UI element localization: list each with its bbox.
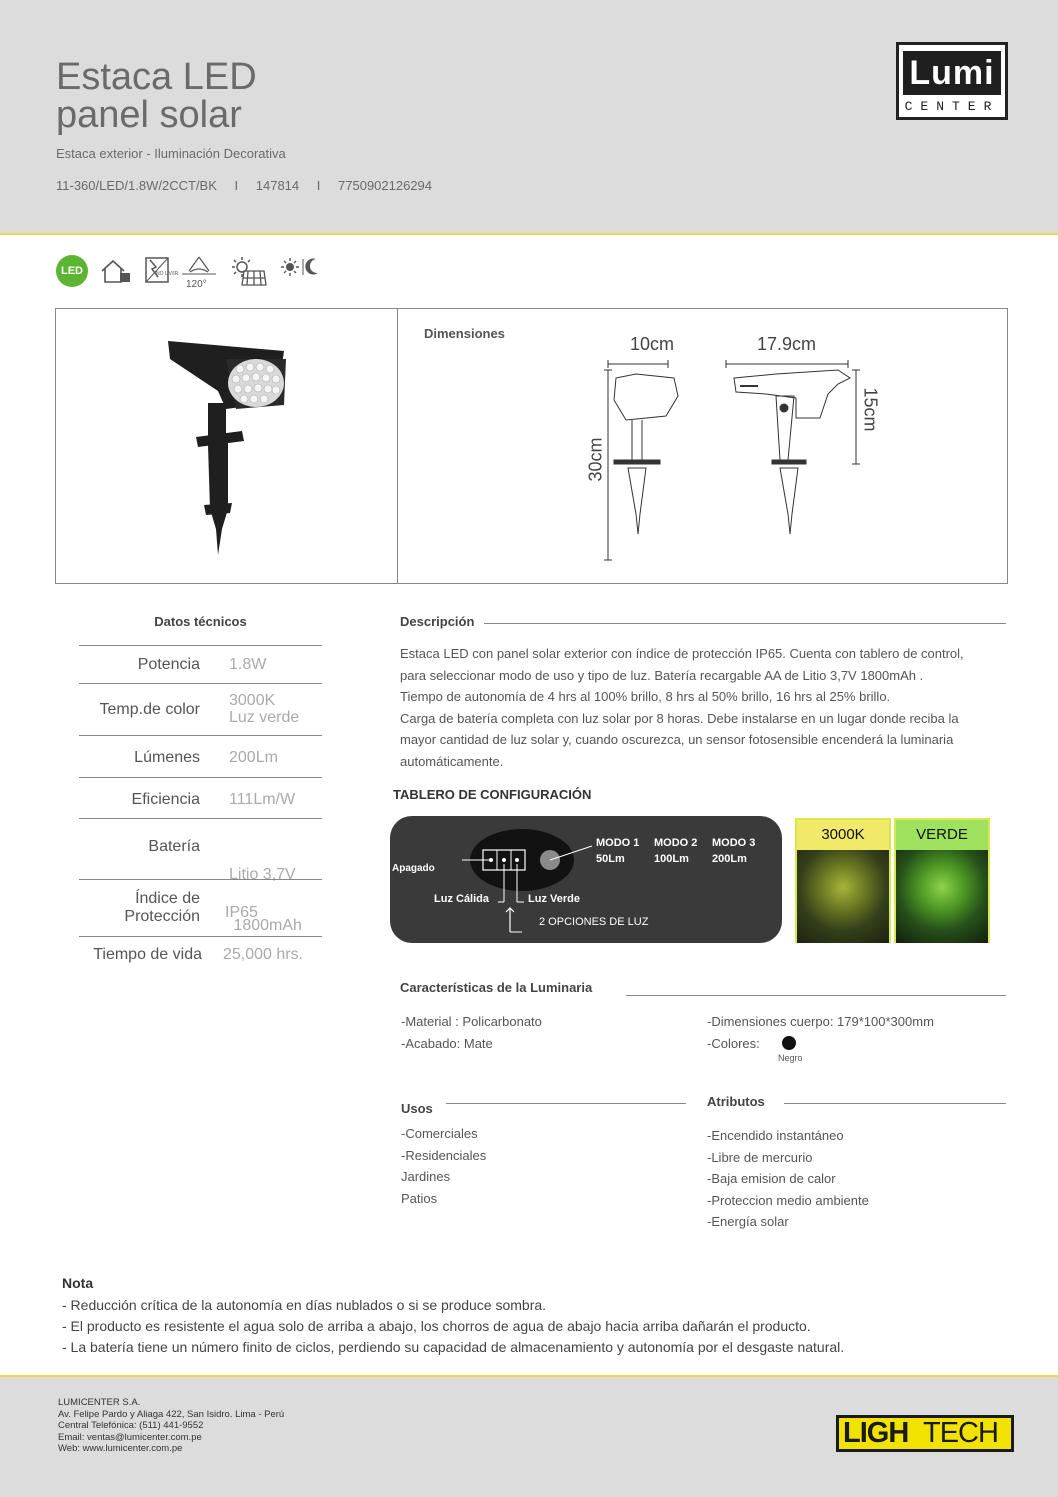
table-row bbox=[79, 645, 322, 683]
tech-key: Lúmenes bbox=[134, 749, 200, 766]
dim-height-total: 30cm bbox=[585, 437, 606, 482]
note-item: - El producto es resistente el agua solo de arriba a abajo, los chorros de agua de abajo hacia arriba dañarán el producto. bbox=[62, 1318, 811, 1334]
dim-width-front: 10cm bbox=[630, 334, 675, 354]
product-photo bbox=[156, 329, 296, 559]
led-icon: LED bbox=[56, 255, 88, 287]
note-list bbox=[62, 1295, 844, 1358]
tech-value: IP65 bbox=[225, 904, 258, 921]
dimension-drawing bbox=[576, 334, 886, 579]
product-code: 11-360/LED/1.8W/2CCT/BK bbox=[56, 178, 217, 193]
uses-title: Usos bbox=[401, 1101, 433, 1116]
garden-photo bbox=[896, 850, 988, 943]
product-title bbox=[56, 58, 257, 134]
tech-key: Temp.de color bbox=[99, 701, 200, 718]
table-row bbox=[79, 936, 322, 972]
no-uv-ir-text: NO UV/IR bbox=[156, 271, 179, 277]
note-item: - La batería tiene un número finito de ciclos, perdiendo su capacidad de almacenamiento y autonomía por el desgaste natural. bbox=[62, 1339, 845, 1355]
garden-photo bbox=[797, 850, 889, 943]
mode-2 bbox=[654, 835, 697, 867]
tech-value: 1.8W bbox=[229, 656, 267, 673]
list-item: -Proteccion medio ambiente bbox=[707, 1192, 869, 1208]
list-item: -Baja emision de calor bbox=[707, 1171, 836, 1186]
tech-key: Eficiencia bbox=[131, 791, 200, 808]
mode-name: MODO 3 bbox=[712, 837, 756, 849]
note-item: - Reducción crítica de la autonomía en días nublados o si se produce sombra. bbox=[62, 1297, 547, 1313]
description-line: Estaca LED con panel solar exterior con índice de protección IP65. Cuenta con tablero de control, bbox=[400, 646, 964, 661]
feature-colors: -Colores: bbox=[707, 1035, 760, 1051]
list-item: -Residenciales bbox=[401, 1147, 487, 1163]
tech-key-line: Índice de bbox=[135, 890, 200, 907]
brand-bold-text: LIGH bbox=[843, 1417, 909, 1449]
dimensions-title: Dimensiones bbox=[424, 326, 505, 341]
tech-value: 25,000 hrs. bbox=[223, 946, 304, 963]
list-item: -Libre de mercurio bbox=[707, 1149, 813, 1165]
day-night-sensor-icon bbox=[280, 255, 324, 281]
off-label: Apagado bbox=[392, 863, 435, 874]
company-info bbox=[58, 1397, 284, 1455]
photo-tag: VERDE bbox=[896, 820, 988, 850]
mode-3 bbox=[712, 835, 755, 867]
config-panel-title: TABLERO DE CONFIGURACIÓN bbox=[393, 787, 592, 802]
company-address: Av. Felipe Pardo y Aliaga 422, San Isidro. Lima - Perú bbox=[58, 1408, 285, 1420]
tech-value-line: Luz verde bbox=[229, 709, 300, 726]
section-divider bbox=[446, 1103, 686, 1104]
no-uv-ir-icon bbox=[144, 255, 179, 285]
light-options-label: 2 OPCIONES DE LUZ bbox=[539, 916, 649, 928]
photo-tag: 3000K bbox=[797, 820, 889, 850]
description-title: Descripción bbox=[400, 614, 475, 629]
dim-height-head: 15cm bbox=[860, 387, 881, 432]
outdoor-house-icon bbox=[98, 255, 134, 287]
dim-width-side: 17.9cm bbox=[757, 334, 817, 354]
list-item: -Comerciales bbox=[401, 1126, 478, 1141]
tech-data-title: Datos técnicos bbox=[154, 614, 247, 629]
attributes-list bbox=[707, 1125, 869, 1233]
company-phone: Central Telefónica: (511) 441-9552 bbox=[58, 1420, 204, 1431]
title-line-2: panel solar bbox=[56, 94, 242, 136]
description-line: mayor cantidad de luz solar y, cuando oscurezca, un sensor fotosensible encenderá la luminaria bbox=[400, 732, 954, 747]
tech-key: Potencia bbox=[137, 656, 200, 673]
feature-finish: -Acabado: Mate bbox=[401, 1035, 493, 1051]
mode-lumens: 100Lm bbox=[654, 853, 689, 865]
description-line: Carga de batería completa con luz solar por 8 horas. Debe instalarse en un lugar donde reciba la bbox=[400, 710, 959, 726]
tech-value: 200Lm bbox=[229, 749, 278, 766]
green-light-label: Luz Verde bbox=[528, 893, 580, 905]
table-row bbox=[79, 683, 322, 735]
config-panel-diagram bbox=[390, 816, 782, 943]
title-line-1: Estaca LED bbox=[56, 56, 257, 98]
mode-lumens: 200Lm bbox=[712, 853, 747, 865]
beam-angle-label: 120° bbox=[186, 279, 207, 290]
table-row bbox=[79, 735, 322, 777]
green-light-photo bbox=[894, 818, 990, 943]
logo-lumi-text: Lumi bbox=[903, 51, 1001, 95]
lightech-logo bbox=[836, 1415, 1014, 1452]
mode-name: MODO 2 bbox=[654, 837, 698, 849]
table-row bbox=[79, 879, 322, 936]
separator: I bbox=[316, 178, 321, 193]
attributes-title: Atributos bbox=[707, 1094, 765, 1109]
description-line: automáticamente. bbox=[400, 753, 504, 769]
list-item: -Encendido instantáneo bbox=[707, 1128, 844, 1143]
features-title: Características de la Luminaria bbox=[400, 980, 593, 995]
mode-lumens: 50Lm bbox=[596, 853, 625, 865]
separator: I bbox=[234, 178, 239, 193]
list-item: -Energía solar bbox=[707, 1214, 789, 1229]
section-divider bbox=[484, 623, 1006, 624]
company-email: Email: ventas@lumicenter.com.pe bbox=[58, 1431, 202, 1443]
warm-light-photo bbox=[795, 818, 891, 943]
features-right bbox=[707, 1011, 934, 1054]
tech-value-line: Litio 3,7V bbox=[229, 866, 296, 883]
product-sku: 147814 bbox=[255, 178, 300, 193]
color-name: Negro bbox=[778, 1053, 803, 1063]
company-name: LUMICENTER S.A. bbox=[58, 1397, 141, 1408]
tech-key-line: Protección bbox=[124, 908, 200, 925]
page-header bbox=[0, 0, 1058, 235]
lumicenter-logo bbox=[896, 42, 1008, 120]
tech-key: Tiempo de vida bbox=[93, 946, 202, 963]
tech-key bbox=[124, 890, 200, 926]
mode-1 bbox=[596, 835, 639, 867]
note-title: Nota bbox=[62, 1275, 94, 1291]
tech-value: 111Lm/W bbox=[229, 791, 296, 808]
page-footer bbox=[0, 1375, 1058, 1497]
description-text bbox=[400, 643, 1010, 772]
company-web: Web: www.lumicenter.com.pe bbox=[58, 1443, 183, 1454]
product-subtitle: Estaca exterior - Iluminación Decorativa bbox=[56, 146, 286, 161]
brand-light-text: TECH bbox=[923, 1417, 998, 1449]
uses-list bbox=[401, 1123, 486, 1209]
tech-value-line: 3000K bbox=[229, 692, 276, 709]
feature-material: -Material : Policarbonato bbox=[401, 1014, 542, 1029]
section-divider bbox=[784, 1103, 1006, 1104]
table-row bbox=[79, 777, 322, 818]
list-item: Jardines bbox=[401, 1169, 451, 1184]
logo-center-text: CENTER bbox=[904, 99, 1000, 114]
tech-key: Batería bbox=[148, 838, 200, 855]
features-left bbox=[401, 1011, 542, 1054]
section-divider bbox=[626, 995, 1006, 996]
feature-dimensions: -Dimensiones cuerpo: 179*100*300mm bbox=[707, 1014, 934, 1029]
product-codes bbox=[56, 178, 446, 193]
warm-light-label: Luz Cálida bbox=[434, 893, 490, 905]
description-line: para seleccionar modo de uso y tipo de luz. Batería recargable AA de Litio 3,7V 1800mAh . bbox=[400, 667, 924, 683]
solar-panel-icon bbox=[230, 255, 268, 287]
product-image-box bbox=[55, 308, 1008, 584]
box-divider bbox=[397, 309, 398, 583]
product-ean: 7750902126294 bbox=[338, 178, 433, 193]
beam-angle-icon bbox=[182, 255, 216, 277]
mode-name: MODO 1 bbox=[596, 837, 640, 849]
description-line: Tiempo de autonomía de 4 hrs al 100% brillo, 8 hrs al 50% brillo, 16 hrs al 25% brillo. bbox=[400, 689, 891, 704]
tech-value bbox=[229, 692, 299, 726]
list-item: Patios bbox=[401, 1190, 438, 1206]
color-swatch-black bbox=[782, 1036, 796, 1050]
tech-data-table bbox=[79, 645, 322, 972]
tech-value-line: 1800mAh bbox=[229, 917, 302, 934]
